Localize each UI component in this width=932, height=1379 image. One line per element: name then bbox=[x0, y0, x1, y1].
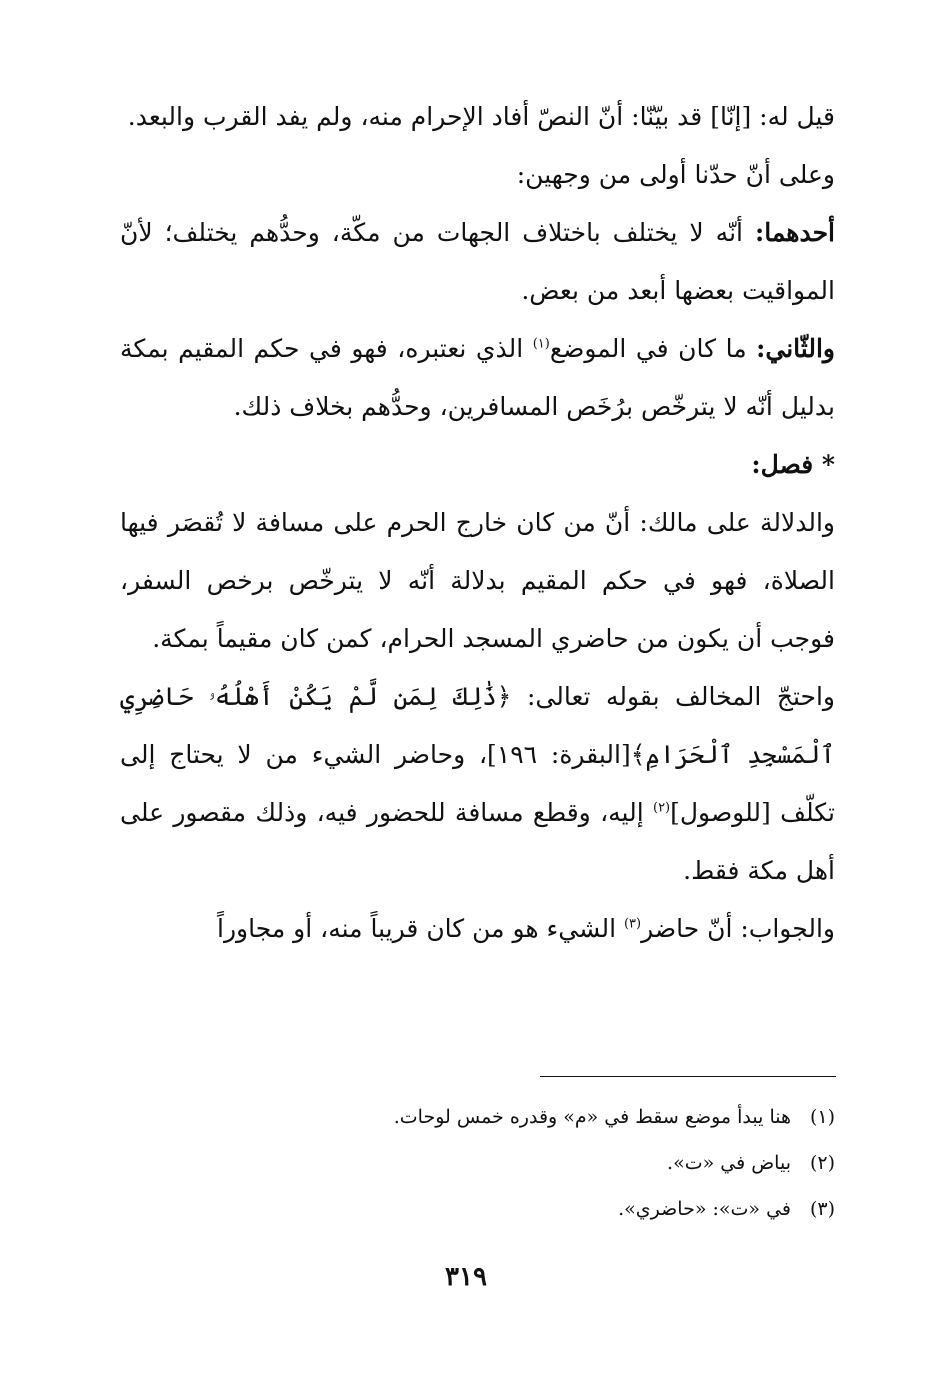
paragraph-6 bbox=[120, 668, 835, 900]
paragraph-1 bbox=[120, 88, 835, 146]
quran-verse: ﴿ذَٰلِكَ لِمَن لَّمْ يَكُنْ أَهْلُهُۥ حَاضِرِي ٱلْمَسْجِدِ ٱلْحَرَامِ﴾ bbox=[120, 682, 835, 769]
paragraph-7 bbox=[120, 900, 835, 958]
paragraph-text: والجواب: أنّ حاضر bbox=[641, 914, 835, 943]
footnote-text: هنا يبدأ موضع سقط في «م» وقدره خمس لوحات. bbox=[393, 1106, 791, 1128]
footnote-item bbox=[300, 1140, 835, 1186]
footnote-ref: (٣) bbox=[623, 916, 642, 932]
paragraph-text: الشيء هو من كان قريباً منه، أو مجاوراً bbox=[217, 914, 624, 943]
main-text bbox=[120, 88, 835, 958]
footnote-ref: (٢) bbox=[652, 800, 671, 816]
paragraph-text: الذي نعتبره، فهو في حكم المقيم بمكة بدليل أنّه لا يترخّص برُخَص المسافرين، وحدُّهم بخلاف ذلك. bbox=[120, 334, 835, 421]
paragraph-3 bbox=[120, 204, 835, 320]
footnote-text: في «ت»: «حاضري». bbox=[618, 1198, 791, 1220]
paragraph-text: أنّه لا يختلف باختلاف الجهات من مكّة، وحدُّهم يختلف؛ لأنّ المواقيت بعضها أبعد من بعض. bbox=[120, 218, 835, 305]
paragraph-5 bbox=[120, 494, 835, 668]
paragraph-text: والدلالة على مالك: أنّ من كان خارج الحرم على مسافة لا تُقصَر فيها الصلاة، فهو في حكم المقيم بدلالة أنّه لا يترخّص برخص السفر، فوجب أن يكون من حاضري المسجد الحرام، كمن كان مقيماً بمكة. bbox=[120, 508, 835, 653]
paragraph-4 bbox=[120, 320, 835, 436]
page-number: ٣١٩ bbox=[445, 1262, 487, 1292]
paragraph-text: واحتجّ المخالف بقوله تعالى: bbox=[511, 682, 835, 711]
paragraph-lead: أحدهما: bbox=[754, 218, 835, 247]
verse-reference: [البقرة: ١٩٦] bbox=[487, 740, 631, 769]
footnote-item bbox=[300, 1094, 835, 1140]
footnote-ref: (١) bbox=[532, 336, 550, 352]
footnote-number: (٣) bbox=[809, 1198, 835, 1220]
section-heading bbox=[120, 436, 835, 494]
paragraph-text: وعلى أنّ حدّنا أولى من وجهين: bbox=[516, 160, 835, 189]
paragraph-text: ، وحاضر الشيء من لا يحتاج إلى تكلّف [للوصول] bbox=[120, 740, 835, 827]
footnotes bbox=[300, 1094, 835, 1232]
footnote-divider bbox=[540, 1076, 836, 1077]
footnote-number: (١) bbox=[809, 1106, 835, 1128]
footnote-item bbox=[300, 1186, 835, 1232]
section-title: * فصل: bbox=[751, 450, 835, 479]
paragraph-text: قيل له: [إنّا] قد بيّنّا: أنّ النصّ أفاد الإحرام منه، ولم يفد القرب والبعد. bbox=[127, 102, 835, 131]
paragraph-lead: والثّاني: bbox=[756, 334, 835, 363]
paragraph-text: إليه، وقطع مسافة للحضور فيه، وذلك مقصور على أهل مكة فقط. bbox=[120, 798, 835, 885]
footnote-text: بياض في «ت». bbox=[667, 1152, 791, 1174]
paragraph-text: ما كان في الموضع bbox=[549, 334, 757, 363]
paragraph-2 bbox=[120, 146, 835, 204]
footnote-number: (٢) bbox=[809, 1152, 835, 1174]
